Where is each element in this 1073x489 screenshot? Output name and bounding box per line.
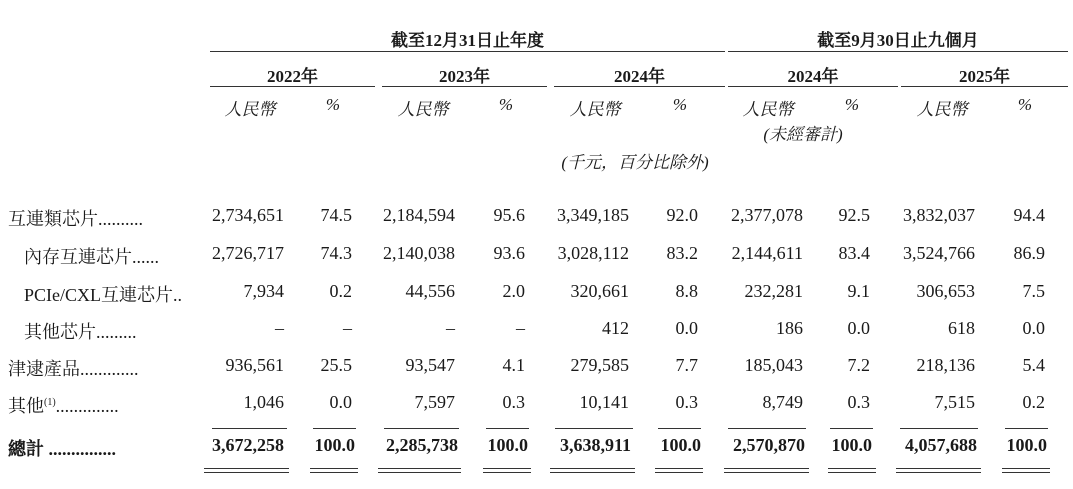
pct-cell: 92.0 [666,205,698,225]
rmb-header: 人民幣 [224,100,276,119]
value-cell: 10,141 [579,392,629,412]
pct-cell: 7.5 [1022,281,1045,301]
pct-header: % [672,95,688,114]
total-double-rule [655,468,703,473]
pct-cell: 83.4 [838,243,870,263]
pct-cell: 4.1 [502,355,525,375]
total-pct-cell: 100.0 [314,435,355,455]
value-cell: 218,136 [916,355,975,375]
row-label-text: 其他 [8,396,44,416]
total-pct-cell: 100.0 [487,435,528,455]
value-cell: 8,749 [762,392,803,412]
total-double-rule [310,468,358,473]
value-cell: 7,934 [243,281,284,301]
pct-cell: – [516,318,525,338]
unit-note: (千元，百分比除外) [561,153,709,172]
row-label [8,392,119,418]
pct-cell: 92.5 [838,205,870,225]
group-header-nine-months: 截至9月30日止九個月 [817,31,979,50]
value-cell: – [275,318,284,338]
table-row [0,318,1073,348]
subtotal-rule [830,428,873,429]
subtotal-rule [384,428,459,429]
row-label: 內存互連芯片...... [24,247,159,267]
subtotal-rule [728,428,806,429]
value-cell: 618 [948,318,975,338]
rmb-header: 人民幣 [916,100,968,119]
pct-cell: 0.0 [329,392,352,412]
value-cell: 2,144,611 [731,243,803,263]
value-cell: 936,561 [225,355,284,375]
total-double-rule [550,468,635,473]
value-cell: 1,046 [243,392,284,412]
pct-cell: 9.1 [847,281,870,301]
total-label: 總計 ............... [8,439,116,459]
table-row [0,392,1073,422]
value-cell: 44,556 [405,281,455,301]
pct-cell: 0.3 [675,392,698,412]
total-double-rule [724,468,809,473]
total-row [0,435,1073,465]
table-row [0,205,1073,235]
subtotal-rule [555,428,633,429]
total-value-cell: 3,638,911 [559,435,631,455]
value-cell: 3,524,766 [903,243,975,263]
value-cell: 3,832,037 [903,205,975,225]
row-label: 互連類芯片.......... [8,209,143,229]
value-cell: 7,515 [934,392,975,412]
total-value-cell: 2,285,738 [386,435,458,455]
value-cell: 2,184,594 [383,205,455,225]
pct-cell: 5.4 [1022,355,1045,375]
value-cell: 2,377,078 [731,205,803,225]
table-row [0,243,1073,273]
pct-cell: 0.2 [1022,392,1045,412]
rmb-header: 人民幣 [742,100,794,119]
table-row [0,281,1073,311]
total-double-rule [378,468,461,473]
value-cell: 7,597 [414,392,455,412]
total-double-rule [828,468,876,473]
total-value-cell: 3,672,258 [212,435,284,455]
total-value-cell: 4,057,688 [905,435,977,455]
value-cell: – [446,318,455,338]
pct-cell: 0.3 [502,392,525,412]
group-header-year: 截至12月31日止年度 [391,31,544,50]
subtotal-rule [212,428,287,429]
value-cell: 306,653 [916,281,975,301]
rmb-header: 人民幣 [569,100,621,119]
group-underline-nine-months [728,51,1068,52]
year-header-2023: 2023年 [439,67,490,86]
pct-header: % [325,95,341,114]
table-row [0,355,1073,385]
pct-header: % [844,95,860,114]
year-underline [554,86,725,87]
year-header-2025-nine: 2025年 [959,67,1010,86]
total-double-rule [896,468,981,473]
subtotal-rule [486,428,529,429]
row-label: 其他芯片......... [24,322,137,342]
pct-cell: 0.3 [847,392,870,412]
value-cell: 2,734,651 [212,205,284,225]
pct-cell: 0.0 [1022,318,1045,338]
total-value-cell: 2,570,870 [733,435,805,455]
pct-cell: 8.8 [675,281,698,301]
year-header-2022: 2022年 [267,67,318,86]
subtotal-rule [658,428,701,429]
value-cell: 2,726,717 [212,243,284,263]
total-pct-cell: 100.0 [831,435,872,455]
pct-cell: 74.3 [320,243,352,263]
pct-cell: – [343,318,352,338]
year-header-2024-nine: 2024年 [787,67,839,86]
year-underline [210,86,375,87]
subtotal-rule [1005,428,1048,429]
value-cell: 186 [776,318,803,338]
pct-cell: 0.0 [675,318,698,338]
row-label-dots: .............. [55,396,119,416]
total-pct-cell: 100.0 [660,435,701,455]
row-label: PCIe/CXL互連芯片.. [24,285,183,305]
pct-header: % [498,95,514,114]
group-underline-year [210,51,725,52]
value-cell: 93,547 [405,355,455,375]
value-cell: 185,043 [744,355,803,375]
pct-cell: 83.2 [666,243,698,263]
value-cell: 412 [602,318,629,338]
pct-cell: 74.5 [320,205,352,225]
pct-cell: 95.6 [493,205,525,225]
row-label: 津逮產品............. [8,359,139,379]
unaudited-note: (未經審計) [763,125,843,144]
pct-cell: 7.2 [847,355,870,375]
value-cell: 2,140,038 [383,243,455,263]
value-cell: 232,281 [744,281,803,301]
pct-cell: 7.7 [675,355,698,375]
total-double-rule [1002,468,1050,473]
total-double-rule [483,468,531,473]
pct-cell: 25.5 [320,355,352,375]
pct-cell: 2.0 [502,281,525,301]
total-double-rule [204,468,289,473]
total-pct-cell: 100.0 [1006,435,1047,455]
pct-header: % [1017,95,1033,114]
year-header-2024: 2024年 [614,67,665,86]
year-underline [382,86,547,87]
pct-cell: 0.0 [847,318,870,338]
subtotal-rule [900,428,978,429]
value-cell: 279,585 [570,355,629,375]
year-underline [901,86,1068,87]
value-cell: 3,349,185 [557,205,629,225]
value-cell: 3,028,112 [557,243,629,263]
pct-cell: 0.2 [329,281,352,301]
value-cell: 320,661 [570,281,629,301]
year-underline [728,86,898,87]
pct-cell: 93.6 [493,243,525,263]
subtotal-rule [313,428,356,429]
pct-cell: 94.4 [1013,205,1045,225]
rmb-header: 人民幣 [397,100,449,119]
footnote-marker: (1) [44,397,56,408]
pct-cell: 86.9 [1013,243,1045,263]
